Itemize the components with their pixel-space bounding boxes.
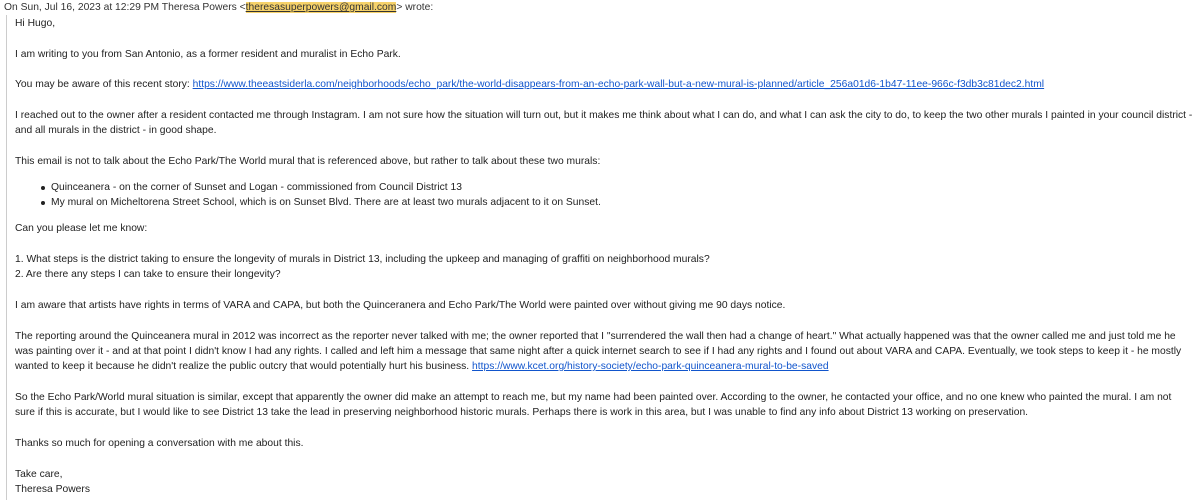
ask-paragraph: Can you please let me know: xyxy=(15,223,148,234)
quote-attribution xyxy=(4,2,433,13)
owner-paragraph-line-1: I reached out to the owner after a resident contacted me through Instagram. I am not sure how the situation will turn out, but it makes me think about what I can do, and what I can ask the city to do, to keep the two other murals I painted in your council district - xyxy=(15,110,1193,121)
mural-list-item: Quinceanera - on the corner of Sunset and Logan - commissioned from Council District 13 xyxy=(51,182,462,193)
intro-paragraph: I am writing to you from San Antonio, as a former resident and muralist in Echo Park. xyxy=(15,49,401,60)
quoted-message xyxy=(6,15,1194,500)
story-paragraph xyxy=(15,77,1044,92)
attribution-suffix: > wrote: xyxy=(396,2,434,13)
greeting: Hi Hugo, xyxy=(15,18,56,29)
story-link[interactable]: https://www.theeastsiderla.com/neighborhoods/echo_park/the-world-disappears-from-an-echo-park-wall-but-a-new-mural-is-planned/article_256a01d6-1b47-11ee-966c-f3db3c81dec2.html xyxy=(192,79,1045,90)
owner-paragraph-line-2: and all murals in the district - in good shape. xyxy=(15,125,217,136)
attribution-prefix: On Sun, Jul 16, 2023 at 12:29 PM Theresa Powers < xyxy=(4,2,246,13)
bullet-icon xyxy=(41,186,45,190)
reporting-line-3-text: wanted to keep it because he didn't realize the public outcry that would potentially hurt his business. xyxy=(15,361,473,372)
purpose-paragraph: This email is not to talk about the Echo Park/The World mural that is referenced above, but rather to talk about these two murals: xyxy=(15,156,601,167)
thanks-paragraph: Thanks so much for opening a conversation with me about this. xyxy=(15,438,304,449)
bullet-icon xyxy=(41,201,45,205)
question-item: 2. Are there any steps I can take to ensure their longevity? xyxy=(15,269,281,280)
situation-paragraph-line-1: So the Echo Park/World mural situation is similar, except that apparently the owner did make an attempt to reach me, but my name had been painted over. According to the owner, he contacted your office, and no one knew who painted the mural. I am not xyxy=(15,392,1172,403)
reporting-paragraph-line-3 xyxy=(15,359,829,374)
reporting-paragraph-line-2: was painting over it - and at that point I didn't know I had any rights. I called and left him a message that same night after a quick internet search to see if I had any rights and I found out about VARA and CAPA. Eventually, we took steps to keep it - he mostly xyxy=(15,346,1182,357)
reporting-paragraph-line-1: The reporting around the Quinceanera mural in 2012 was incorrect as the reporter never talked with me; the owner reported that I "surrendered the wall then had a change of heart." What actually happened was that the owner called me and just told me he xyxy=(15,331,1176,342)
mural-list-item: My mural on Micheltorena Street School, which is on Sunset Blvd. There are at least two murals adjacent to it on Sunset. xyxy=(51,197,601,208)
rights-paragraph: I am aware that artists have rights in terms of VARA and CAPA, but both the Quinceranera and Echo Park/The World were painted over without giving me 90 days notice. xyxy=(15,300,786,311)
situation-paragraph-line-2: sure if this is accurate, but I would like to see District 13 take the lead in preserving neighborhood historic murals. Perhaps there is work in this area, but I was unable to find any info about District 13 working on preservation. xyxy=(15,407,1029,418)
question-item: 1. What steps is the district taking to ensure the longevity of murals in District 13, including the upkeep and managing of graffiti on neighborhood murals? xyxy=(15,254,710,265)
sender-email-link[interactable]: theresasuperpowers@gmail.com xyxy=(245,2,397,13)
closing: Take care, xyxy=(15,469,63,480)
story-prefix: You may be aware of this recent story: xyxy=(15,79,193,90)
signature: Theresa Powers xyxy=(15,484,90,495)
kcet-link[interactable]: https://www.kcet.org/history-society/echo-park-quinceanera-mural-to-be-saved xyxy=(472,361,829,372)
